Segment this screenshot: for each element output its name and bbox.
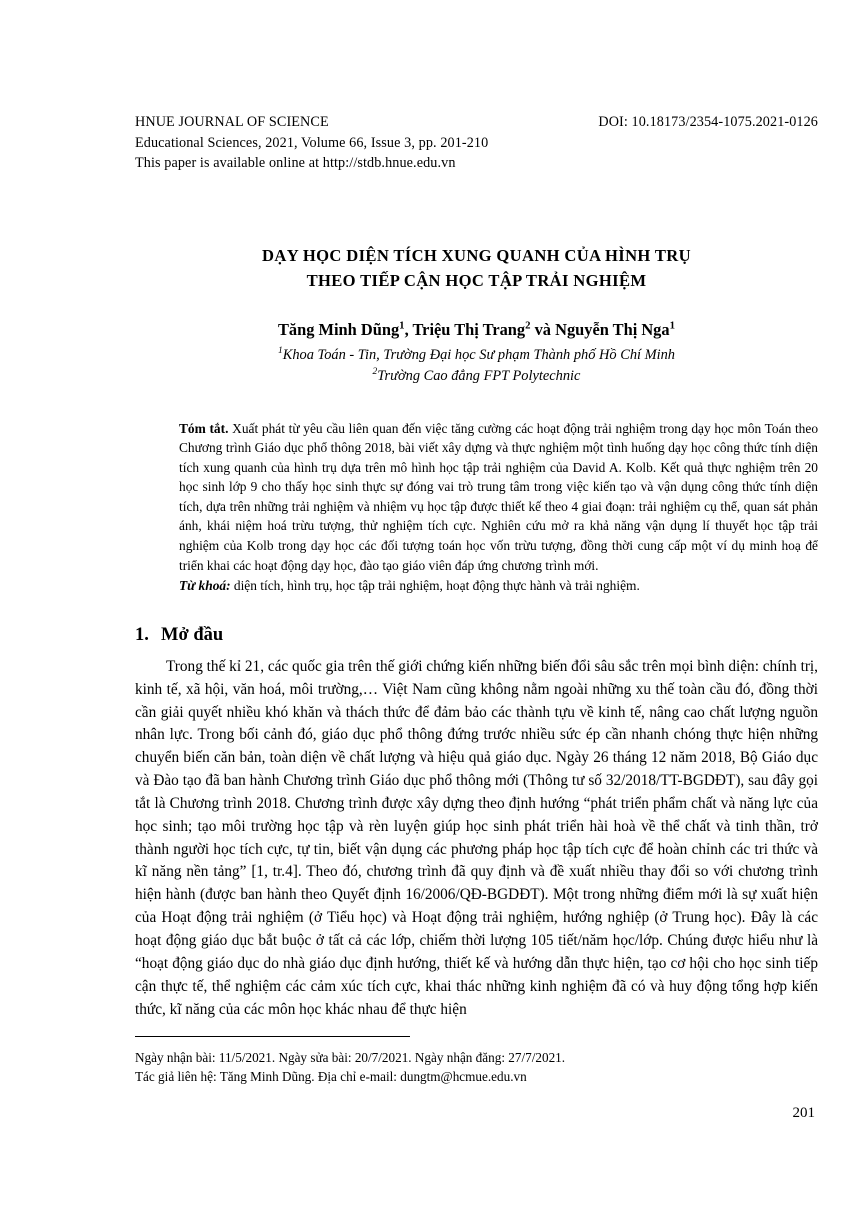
page-number: 201 <box>792 1105 815 1121</box>
footnote-dates: Ngày nhận bài: 11/5/2021. Ngày sửa bài: 20/7/2021. Ngày nhận đăng: 27/7/2021. <box>135 1050 566 1065</box>
journal-issue-line: Educational Sciences, 2021, Volume 66, Issue 3, pp. 201-210 <box>135 134 489 151</box>
affiliation-1-text: Khoa Toán - Tin, Trường Đại học Sư phạm Thành phố Hồ Chí Minh <box>282 346 675 363</box>
paragraph: Trong thế kỉ 21, các quốc gia trên thế giới chứng kiến những biến đổi sâu sắc trên mọi bình diện: chính trị, kinh tế, xã hội, văn hoá, môi trường,… Việt Nam cũng không nằm ngoài những xu thế toàn cầu đó, đồng thời cần giải quyết nhiều khó khăn và thách thức để đảm bảo các thành tựu về kinh tế, nâng cao chất lượng nguồn nhân lực. Trong bối cảnh đó, giáo dục phổ thông đứng trước nhiều sức ép cần nhanh chóng thực hiện những chuyển biến căn bản, toàn diện về chất lượng và hiệu quả giáo dục. Ngày 26 tháng 12 năm 2018, Bộ Giáo dục và Đào tạo đã ban hành Chương trình Giáo dục phổ thông mới (Thông tư số 32/2018/TT-BGDĐT), sau đây gọi tắt là Chương trình 2018. Chương trình được xây dựng theo định hướng “phát triển phẩm chất và năng lực của học sinh; tạo môi trường học tập và rèn luyện giúp học sinh phát triển hài hoà về thể chất và tinh thần, trở thành người học tích cực, tự tin, biết vận dụng các phương pháp học tập tích cực để hoàn chỉnh các tri thức và kĩ năng nền tảng” [1, tr.4]. Theo đó, chương trình đã quy định và đề xuất nhiều thay đổi so với chương trình hiện hành (được ban hành theo Quyết định 16/2006/QĐ-BGDĐT). Một trong những điểm mới là sự xuất hiện của Hoạt động trải nghiệm (ở Tiểu học) và Hoạt động trải nghiệm, hướng nghiệp (ở Trung học). Đây là các hoạt động giáo dục bắt buộc ở tất cả các lớp, chiếm thời lượng 105 tiết/năm học/lớp. Chúng được hiểu như là “hoạt động giáo dục do nhà giáo dục định hướng, thiết kế và hướng dẫn thực hiện, tạo cơ hội cho học sinh tiếp cận thực tế, thể nghiệm các cảm xúc tích cực, khai thác những kinh nghiệm đã có và huy động tổng hợp kiến thức, kĩ năng của các môn học khác nhau để thực hiện <box>135 657 818 1018</box>
affiliation-2 <box>135 366 818 387</box>
section-number-1: 1. <box>135 624 149 645</box>
title-line-1: DẠY HỌC DIỆN TÍCH XUNG QUANH CỦA HÌNH TRỤ <box>262 245 691 265</box>
journal-online-line: This paper is available online at http://stdb.hnue.edu.vn <box>135 155 456 171</box>
author-name-2: Triệu Thị Trang <box>412 319 526 339</box>
affiliation-list <box>135 345 818 387</box>
affiliation-2-text: Trường Cao đẳng FPT Polytechnic <box>377 367 581 384</box>
affiliation-marker-2: 2 <box>372 366 378 377</box>
author-separator-1: , <box>404 319 413 339</box>
section-heading-1 <box>135 622 818 648</box>
journal-header-row-top <box>135 112 818 133</box>
footnote-divider <box>135 1036 410 1037</box>
abstract-paragraph <box>179 419 818 576</box>
footnote-contact: Tác giả liên hệ: Tăng Minh Dũng. Địa chỉ e-mail: dungtm@hcmue.edu.vn <box>135 1069 527 1085</box>
page-title <box>135 243 818 293</box>
abstract-label: Tóm tắt. <box>179 420 229 436</box>
section-title-1: Mở đầu <box>161 624 224 645</box>
author-list <box>135 318 818 342</box>
journal-name: HNUE JOURNAL OF SCIENCE <box>135 114 329 130</box>
keywords-paragraph <box>179 576 818 596</box>
title-line-2: THEO TIẾP CẬN HỌC TẬP TRẢI NGHIỆM <box>306 270 647 290</box>
author-affil-marker-2: 2 <box>525 319 531 332</box>
journal-header <box>135 112 818 174</box>
journal-doi: DOI: 10.18173/2354-1075.2021-0126 <box>598 114 818 130</box>
author-name-1: Tăng Minh Dũng <box>278 319 400 339</box>
abstract-section <box>179 419 818 596</box>
keywords-text: diện tích, hình trụ, học tập trải nghiệm, hoạt động thực hành và trải nghiệm. <box>230 578 640 594</box>
keywords-label: Từ khoá: <box>179 578 231 594</box>
section-1-body <box>135 656 818 1022</box>
footnote-block <box>135 1048 818 1087</box>
abstract-text: Xuất phát từ yêu cầu liên quan đến việc tăng cường các hoạt động trải nghiệm trong dạy học môn Toán theo Chương trình Giáo dục phổ thông 2018, bài viết xây dựng và thực nghiệm một tình huống dạy học công thức tính diện tích xung quanh của hình trụ dựa trên mô hình học tập trải nghiệm của David A. Kolb. Kết quả thực nghiệm trên 20 học sinh lớp 9 cho thấy học sinh thực sự đóng vai trò trung tâm trong việc kiến tạo và vận dụng công thức tính diện tích, dựa trên những trải nghiệm và nhiệm vụ học tập được thiết kế theo 4 giai đoạn: trải nghiệm cụ thể, quan sát phản ánh, khái niệm hoá trừu tượng, thử nghiệm tích cực. Nghiên cứu mở ra khả năng vận dụng lí thuyết học tập trải nghiệm của Kolb trong dạy học các đối tượng toán học vốn trừu tượng, đồng thời cung cấp một ví dụ minh hoạ để triển khai các hoạt động dạy học, đào tạo giáo viên đáp ứng chương trình mới. <box>179 420 819 573</box>
affiliation-marker-1: 1 <box>277 345 283 356</box>
page-content <box>135 112 818 1021</box>
author-separator-2: và <box>530 319 556 339</box>
author-affil-marker-3: 1 <box>669 319 675 332</box>
affiliation-1 <box>135 345 818 366</box>
author-affil-marker-1: 1 <box>399 319 405 332</box>
author-name-3: Nguyễn Thị Nga <box>555 319 670 339</box>
